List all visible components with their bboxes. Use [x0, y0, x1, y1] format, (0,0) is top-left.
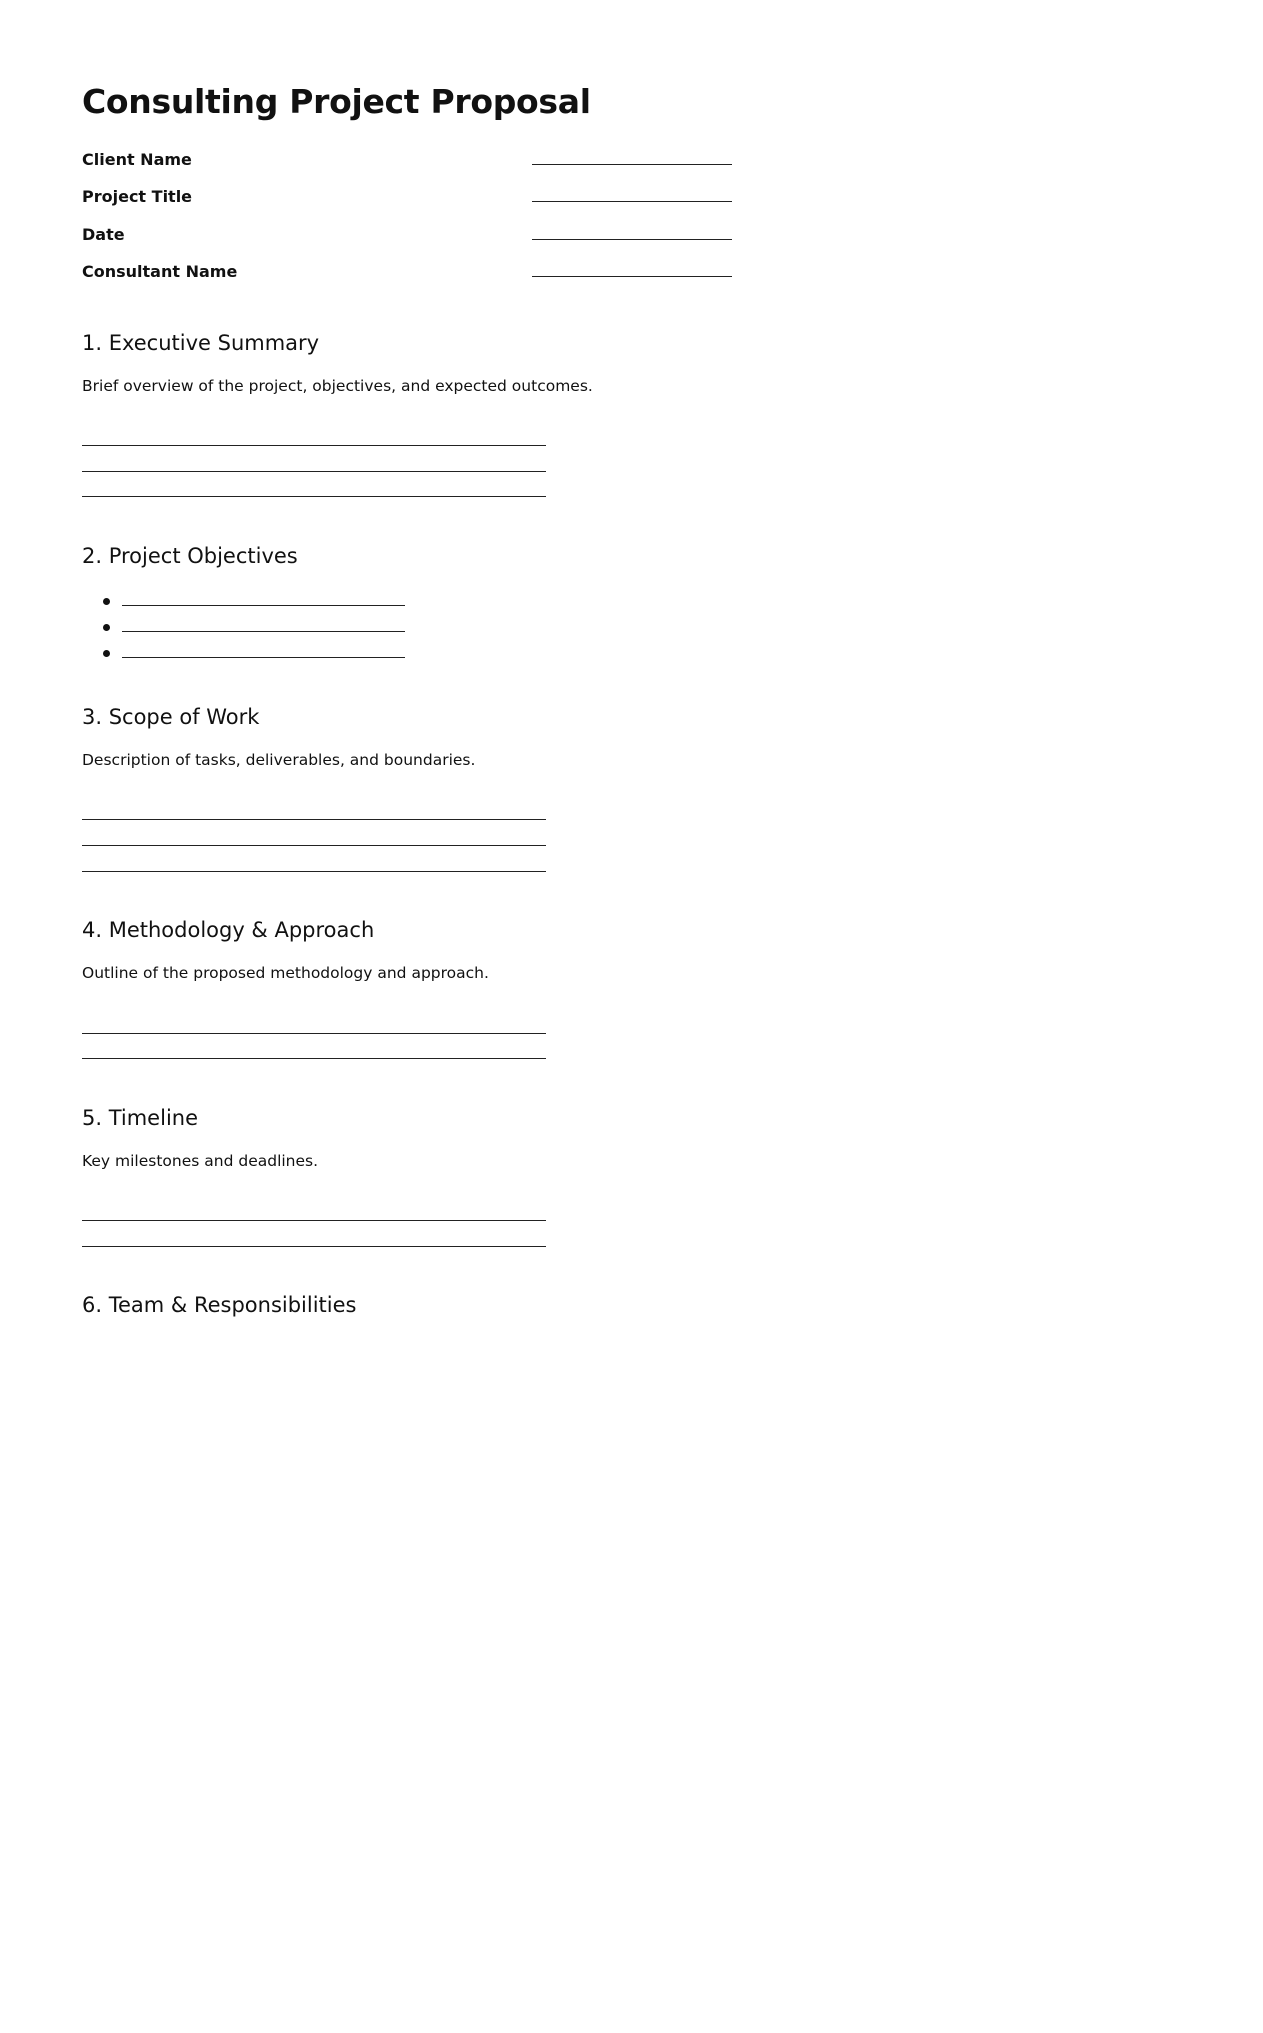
project-title-field — [82, 187, 742, 209]
section-heading-scope-of-work: 3. Scope of Work — [82, 705, 260, 729]
section-heading-project-objectives: 2. Project Objectives — [82, 544, 298, 568]
section-heading-methodology: 4. Methodology & Approach — [82, 918, 375, 942]
objective-bullet — [82, 592, 422, 612]
blank-line[interactable] — [82, 845, 546, 846]
section-description-scope-of-work: Description of tasks, deliverables, and boundaries. — [82, 751, 476, 769]
section-description-executive-summary: Brief overview of the project, objectives, and expected outcomes. — [82, 377, 593, 395]
bullet-icon — [103, 624, 110, 631]
blank-line[interactable] — [82, 1246, 546, 1247]
blank-line[interactable] — [82, 1220, 546, 1221]
project-title-label: Project Title — [82, 187, 193, 206]
date-blank[interactable] — [532, 239, 732, 240]
blank-line[interactable] — [82, 871, 546, 872]
client-name-field — [82, 150, 742, 172]
client-name-label: Client Name — [82, 150, 192, 169]
section-heading-team-responsibilities: 6. Team & Responsibilities — [82, 1293, 357, 1317]
blank-line[interactable] — [82, 496, 546, 497]
blank-line[interactable] — [82, 471, 546, 472]
bullet-icon — [103, 650, 110, 657]
objective-blank[interactable] — [122, 657, 405, 658]
date-label: Date — [82, 225, 125, 244]
blank-line[interactable] — [82, 445, 546, 446]
client-name-blank[interactable] — [532, 164, 732, 165]
objective-blank[interactable] — [122, 605, 405, 606]
objective-bullet — [82, 618, 422, 638]
date-field — [82, 225, 742, 247]
bullet-icon — [103, 598, 110, 605]
blank-line[interactable] — [82, 1033, 546, 1034]
blank-line[interactable] — [82, 1058, 546, 1059]
consultant-name-field — [82, 262, 742, 284]
section-heading-executive-summary: 1. Executive Summary — [82, 331, 320, 355]
section-heading-timeline: 5. Timeline — [82, 1106, 199, 1130]
blank-line[interactable] — [82, 819, 546, 820]
section-description-methodology: Outline of the proposed methodology and approach. — [82, 964, 489, 982]
consultant-name-blank[interactable] — [532, 276, 732, 277]
objective-blank[interactable] — [122, 631, 405, 632]
objective-bullet — [82, 644, 422, 664]
consultant-name-label: Consultant Name — [82, 262, 238, 281]
section-description-timeline: Key milestones and deadlines. — [82, 1152, 319, 1170]
project-title-blank[interactable] — [532, 201, 732, 202]
document-title: Consulting Project Proposal — [82, 82, 591, 121]
